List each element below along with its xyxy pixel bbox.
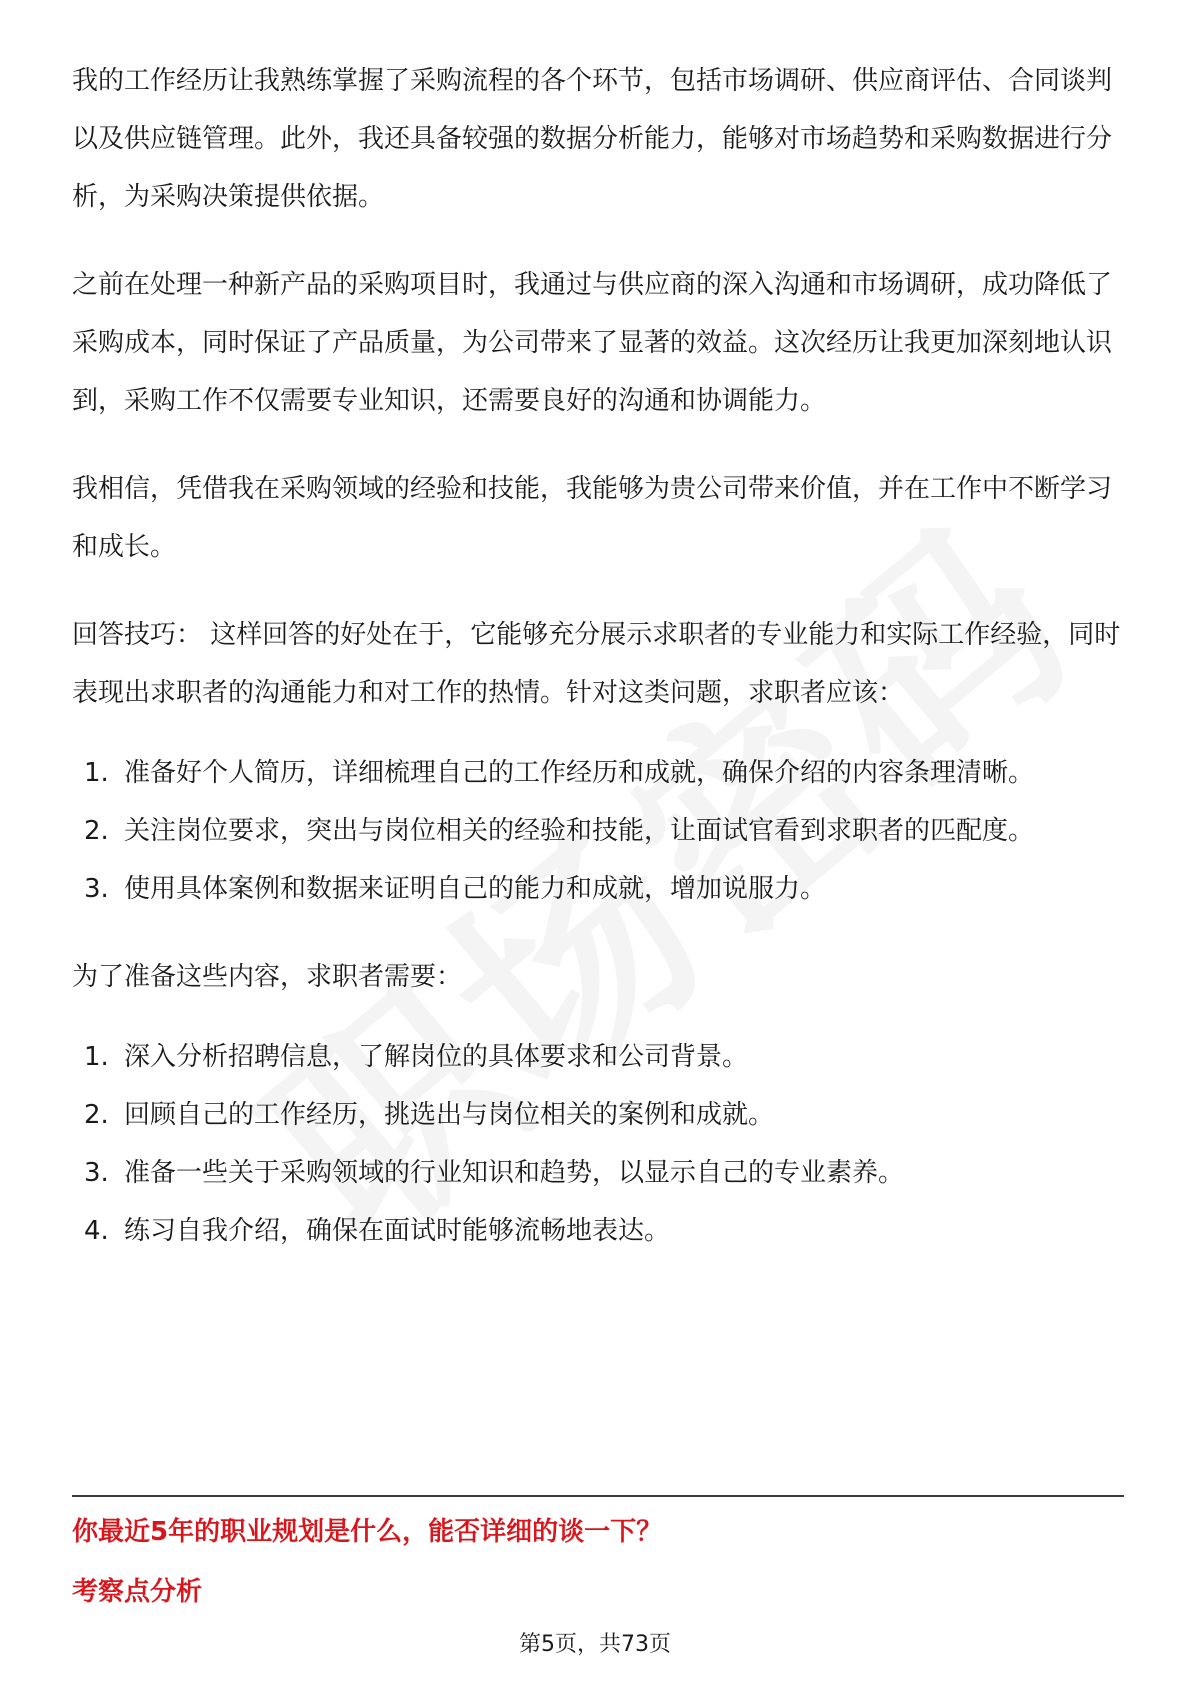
list-item-number: 3. xyxy=(84,1158,109,1188)
list-item-text: 准备一些关于采购领域的行业知识和趋势，以显示自己的专业素养。 xyxy=(124,1158,905,1188)
list-item xyxy=(72,1144,1082,1202)
list-item-number: 4. xyxy=(84,1216,109,1246)
list-item-text: 使用具体案例和数据来证明自己的能力和成就，增加说服力。 xyxy=(124,874,827,904)
paragraph-preparation-intro: 为了准备这些内容，求职者需要： xyxy=(72,962,463,992)
list-item xyxy=(72,860,1082,918)
list-item-text: 练习自我介绍，确保在面试时能够流畅地表达。 xyxy=(124,1216,671,1246)
section-divider xyxy=(72,1495,1124,1497)
list-item-text: 关注岗位要求，突出与岗位相关的经验和技能，让面试官看到求职者的匹配度。 xyxy=(124,816,1035,846)
list-item-number: 2. xyxy=(84,816,109,846)
paragraph-project-example: 之前在处理一种新产品的采购项目时，我通过与供应商的深入沟通和市场调研，成功降低了采购成本，同时保证了产品质量，为公司带来了显著的效益。这次经历让我更加深刻地认识到，采购工作不仅需要专业知识，还需要良好的沟通和协调能力。 xyxy=(72,270,1113,416)
list-item-number: 3. xyxy=(84,874,109,904)
page-number: 第5页，共73页 xyxy=(519,1632,671,1657)
list-item-number: 1. xyxy=(84,1042,109,1072)
list-item xyxy=(72,802,1082,860)
list-item xyxy=(72,744,1082,802)
paragraph-experience: 我的工作经历让我熟练掌握了采购流程的各个环节，包括市场调研、供应商评估、合同谈判以及供应链管理。此外，我还具备较强的数据分析能力，能够对市场趋势和采购数据进行分析，为采购决策提供依据。 xyxy=(72,66,1113,212)
list-item xyxy=(72,1202,1082,1260)
list-item-text: 准备好个人简历，详细梳理自己的工作经历和成就，确保介绍的内容条理清晰。 xyxy=(124,758,1035,788)
list-item xyxy=(72,1028,1082,1086)
list-item-text: 深入分析招聘信息，了解岗位的具体要求和公司背景。 xyxy=(124,1042,749,1072)
paragraph-answer-tips: 回答技巧： 这样回答的好处在于，它能够充分展示求职者的专业能力和实际工作经验，同时表现出求职者的沟通能力和对工作的热情。针对这类问题，求职者应该： xyxy=(72,620,1121,708)
list-item-number: 1. xyxy=(84,758,109,788)
paragraph-conclusion: 我相信，凭借我在采购领域的经验和技能，我能够为贵公司带来价值，并在工作中不断学习和成长。 xyxy=(72,474,1113,562)
list-item-number: 2. xyxy=(84,1100,109,1130)
tips-list xyxy=(72,744,1122,918)
preparation-list xyxy=(72,1028,1122,1260)
question-heading: 你最近5年的职业规划是什么，能否详细的谈一下？ xyxy=(72,1517,663,1547)
list-item xyxy=(72,1086,1082,1144)
analysis-heading: 考察点分析 xyxy=(72,1577,203,1607)
list-item-text: 回顾自己的工作经历，挑选出与岗位相关的案例和成就。 xyxy=(124,1100,775,1130)
page-content xyxy=(72,52,1122,1290)
